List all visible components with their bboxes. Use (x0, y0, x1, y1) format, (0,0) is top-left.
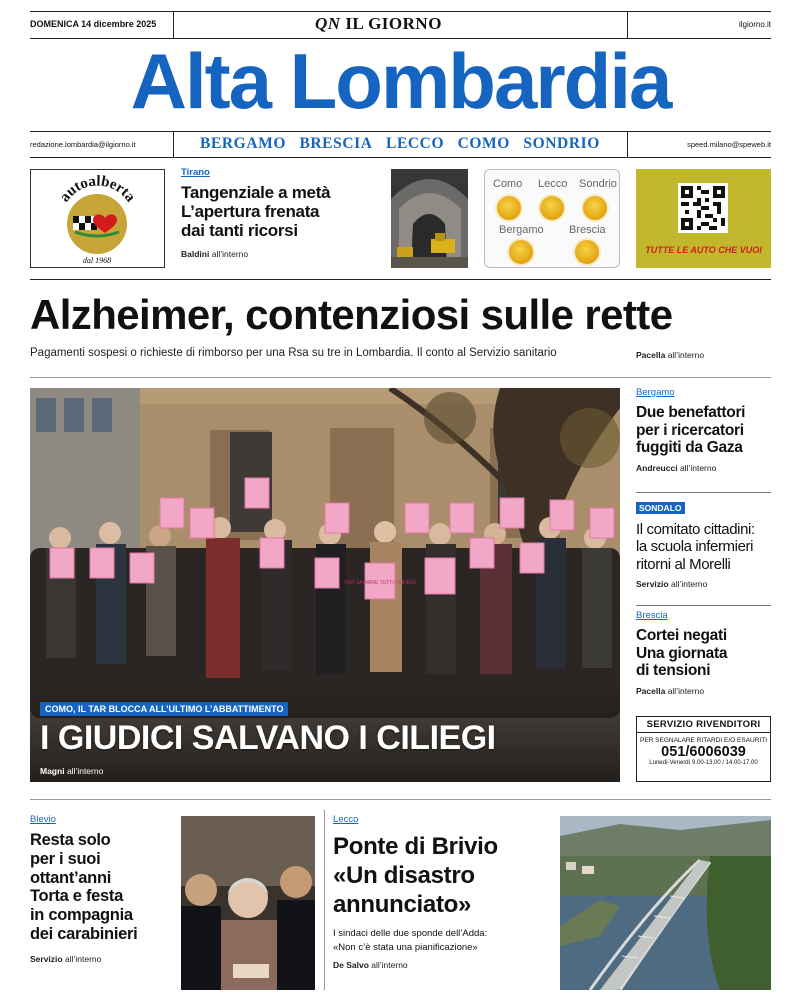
bottom-mid-headline: Ponte di Brivio «Un disastro annunciato» (333, 833, 498, 918)
lead-subhead: Pagamenti sospesi o richieste di rimborso per una Rsa su tre in Lombardia. Il conto al Servizio sanitario (30, 347, 557, 359)
weather-city-lecco: Lecco (538, 178, 568, 190)
headline-line: Tangenziale a metà (181, 183, 331, 202)
ciliegi-photo[interactable] (30, 388, 620, 782)
sidebar-story-bergamo[interactable] (636, 387, 771, 473)
carabinieri-photo (181, 816, 315, 990)
weather-city-brescia: Brescia (569, 224, 606, 236)
top-story-byline: Baldini all’interno (181, 248, 249, 259)
edition-title: Alta Lombardia (130, 37, 671, 125)
sun-icon (540, 196, 564, 220)
divider (173, 131, 174, 157)
email-left[interactable]: redazione.lombardia@ilgiorno.it (30, 140, 136, 149)
divider (627, 11, 628, 38)
top-story[interactable] (181, 167, 330, 259)
sidebar-headline: Due benefattori per i ricercatori fuggiti da Gaza (636, 404, 746, 456)
bottom-left-headline: Resta solo per i suoi ottant’anni Torta e festa in compagnia dei carabinieri (30, 831, 138, 943)
city-bergamo[interactable]: BERGAMO (200, 135, 287, 152)
bottom-left-byline: Servizio all’interno (30, 953, 102, 964)
weather-city-como: Como (493, 178, 523, 190)
sun-icon (497, 196, 521, 220)
weather-city-sondrio: Sondrio (579, 178, 617, 190)
divider (173, 11, 174, 38)
rule (636, 492, 771, 493)
qr-code-icon (678, 183, 728, 233)
sidebar-kicker: Bergamo (636, 387, 675, 398)
logo[interactable] (315, 14, 442, 34)
sidebar-story-sondalo[interactable] (636, 498, 771, 589)
rule (636, 605, 771, 606)
divider (324, 810, 325, 990)
ad-since: dal 1968 (82, 256, 112, 265)
photo-story-headline[interactable]: I GIUDICI SALVANO I CILIEGI (40, 719, 496, 757)
headline-line: L’apertura frenata (181, 202, 320, 222)
sidebar-headline: Cortei negati Una giornata di tensioni (636, 627, 728, 679)
service-title: SERVIZIO RIVENDITORI (637, 717, 770, 733)
bottom-mid-byline: De Salvo all’interno (333, 959, 408, 970)
lead-headline[interactable]: Alzheimer, contenziosi sulle rette (30, 291, 673, 338)
weather-box (484, 169, 620, 268)
logo-il-giorno: IL GIORNO (345, 14, 442, 33)
rule (30, 799, 771, 800)
tunnel-photo-art (391, 169, 468, 268)
ad-right-text: TUTTE LE AUTO CHE VUOI (645, 245, 762, 255)
bottom-left-story[interactable] (30, 814, 175, 964)
tunnel-photo (391, 169, 468, 268)
logo-qn: QN (315, 14, 341, 33)
sidebar-headline: Il comitato cittadini: la scuola infermieri ritorni al Morelli (636, 521, 755, 573)
rule (30, 131, 771, 132)
rule (30, 157, 771, 158)
sidebar-story-brescia[interactable] (636, 610, 771, 696)
ad-auto-qr[interactable] (636, 169, 771, 268)
bottom-mid-subhead: I sindaci delle due sponde dell’Adda: «Non c’è stata una pianificazione» (333, 928, 488, 953)
city-nav (200, 135, 600, 153)
sun-icon (583, 196, 607, 220)
bottom-left-kicker: Blevio (30, 814, 56, 825)
sidebar-kicker: SONDALO (636, 502, 685, 514)
top-rule (30, 11, 771, 12)
ad-arc-text: autoalberta (56, 173, 139, 206)
sun-icon (575, 240, 599, 264)
bottom-mid-story[interactable] (333, 814, 553, 970)
bridge-photo (560, 816, 771, 990)
weather-city-bergamo: Bergamo (499, 224, 544, 236)
sidebar-byline: Pacella all’interno (636, 685, 705, 696)
headline-line: dai tanti ricorsi (181, 221, 298, 241)
lead-byline: Pacella all’interno (636, 350, 705, 360)
photo-story-byline: Magni all’interno (40, 766, 104, 776)
autoalberta-logo (31, 170, 164, 267)
service-hours: Lunedì-Venerdì 9.00-13.00 / 14.00-17.00 (649, 760, 758, 766)
ad-autoalberta[interactable] (30, 169, 165, 268)
service-box[interactable] (636, 716, 771, 782)
service-phone[interactable]: 051/6006039 (661, 744, 746, 760)
bridge-photo-art (560, 816, 771, 990)
top-story-kicker: Tirano (181, 167, 210, 178)
rule (30, 377, 771, 378)
site-url[interactable]: ilgiorno.it (738, 20, 771, 29)
city-lecco[interactable]: LECCO (386, 135, 445, 152)
city-como[interactable]: COMO (457, 135, 510, 152)
bottom-mid-kicker: Lecco (333, 814, 359, 825)
sign-text: PER SALVARE TUTTI I CILIEGI (344, 580, 416, 586)
photo-story-tag[interactable]: COMO, IL TAR BLOCCA ALL’ULTIMO L’ABBATTIMENTO (40, 702, 288, 716)
issue-date: DOMENICA 14 dicembre 2025 (30, 19, 157, 29)
sidebar-byline: Servizio all’interno (636, 578, 708, 589)
city-sondrio[interactable]: SONDRIO (523, 135, 600, 152)
divider (627, 131, 628, 157)
sidebar-byline: Andreucci all’interno (636, 462, 717, 473)
carabinieri-photo-art (181, 816, 315, 990)
top-story-headline (181, 183, 330, 241)
rule (30, 279, 771, 280)
service-subtitle: PER SEGNALARE RITARDI E/O ESAURITI (639, 737, 768, 744)
email-right[interactable]: speed.milano@speweb.it (687, 140, 771, 149)
sun-icon (509, 240, 533, 264)
city-brescia[interactable]: BRESCIA (299, 135, 373, 152)
sidebar-kicker: Brescia (636, 610, 668, 621)
